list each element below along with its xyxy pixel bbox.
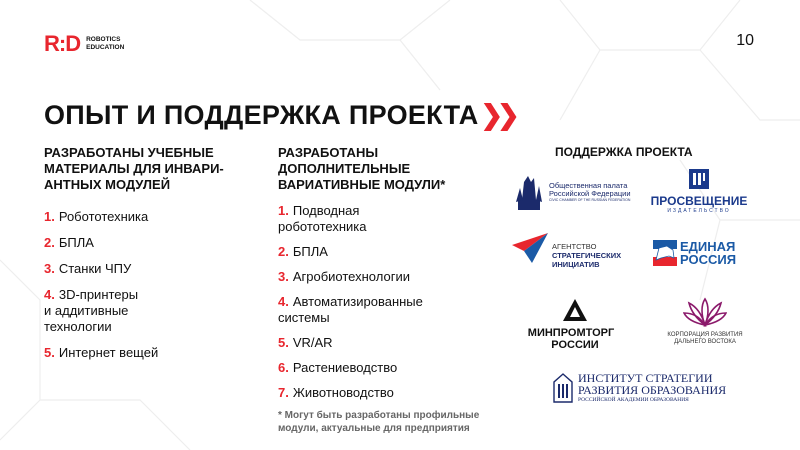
asi-line2: СТРАТЕГИЧЕСКИХ <box>552 251 622 260</box>
list-item <box>278 385 508 401</box>
prosveshchenie-line2: ИЗДАТЕЛЬСТВО <box>667 208 731 214</box>
israo-line1: ИНСТИТУТ СТРАТЕГИИ <box>578 371 713 385</box>
logo-subtitle <box>86 36 124 52</box>
list-item-text: Растениеводство <box>292 360 398 375</box>
list-item-number: 1. <box>44 209 55 224</box>
list-item-number: 2. <box>44 235 55 250</box>
column2-heading <box>278 145 508 193</box>
list-item-number: 4. <box>44 287 55 302</box>
logo-sub-line2: EDUCATION <box>86 44 125 51</box>
column1-heading-line1: РАЗРАБОТАНЫ УЧЕБНЫЕ <box>44 145 214 160</box>
list-item <box>278 294 508 326</box>
krdv-line2: ДАЛЬНЕГО ВОСТОКА <box>674 339 736 345</box>
partner-prosveshchenie-logo <box>648 168 750 214</box>
partner-minpromtorg-logo <box>527 298 615 351</box>
list-item-text: Станки ЧПУ <box>58 261 132 276</box>
page-title <box>44 100 514 131</box>
column1-heading <box>44 145 259 193</box>
list-item-text: БПЛА <box>292 244 328 259</box>
list-item-number: 7. <box>278 385 289 400</box>
civic-chamber-emblem-icon <box>512 172 546 212</box>
list-item-text: 3D-принтеры <box>58 287 139 302</box>
israo-line3: РОССИЙСКОЙ АКАДЕМИИ ОБРАЗОВАНИЯ <box>578 397 689 403</box>
prosveshchenie-emblem-icon <box>688 168 710 190</box>
list-item <box>44 209 259 225</box>
list-item <box>278 269 508 285</box>
brand-logo <box>44 33 124 55</box>
support-heading: ПОДДЕРЖКА ПРОЕКТА <box>555 145 693 159</box>
list-item-text: Интернет вещей <box>58 345 159 360</box>
list-item-number: 3. <box>278 269 289 284</box>
column2-list <box>278 203 508 401</box>
column1-heading-line3: АНТНЫХ МОДУЛЕЙ <box>44 177 171 192</box>
list-item-text: Робототехника <box>58 209 149 224</box>
list-item-number: 5. <box>278 335 289 350</box>
double-chevron-icon: ❯❯ <box>480 100 514 130</box>
footnote-line1: * Могут быть разработаны профильные <box>278 410 480 421</box>
minpromtorg-line2: РОССИИ <box>551 339 599 351</box>
page-title-text: ОПЫТ И ПОДДЕРЖКА ПРОЕКТА <box>44 100 479 130</box>
asi-name <box>552 242 621 269</box>
list-item-number: 6. <box>278 360 289 375</box>
israo-name <box>578 372 726 404</box>
list-item-text: Автоматизированные <box>292 294 423 309</box>
column1-list <box>44 209 259 361</box>
logo-mark: R:D <box>44 31 81 56</box>
asi-line3: ИНИЦИАТИВ <box>552 260 600 269</box>
civic-chamber-line1: Общественная палата <box>549 180 628 190</box>
minpromtorg-line1: МИНПРОМТОРГ <box>527 327 615 339</box>
list-item-text-cont: робототехника <box>278 219 367 234</box>
list-item <box>44 235 259 251</box>
list-item-text: Агробиотехнологии <box>292 269 410 284</box>
partner-israo-logo <box>552 372 726 404</box>
krdv-line1: КОРПОРАЦИЯ РАЗВИТИЯ <box>667 332 743 338</box>
list-item <box>278 203 508 235</box>
list-item <box>278 360 508 376</box>
lotus-emblem-icon <box>683 297 727 327</box>
israo-emblem-icon <box>552 372 574 404</box>
minpromtorg-emblem-icon <box>562 298 588 322</box>
list-item-number: 3. <box>44 261 55 276</box>
partner-krdv-logo <box>655 297 755 346</box>
civic-chamber-line3: CIVIC CHAMBER OF THE RUSSIAN FEDERATION <box>549 197 631 202</box>
list-item-number: 2. <box>278 244 289 259</box>
column2-heading-line2: ДОПОЛНИТЕЛЬНЫЕ <box>278 161 411 176</box>
logo-sub-line1: ROBOTICS <box>86 36 121 43</box>
list-item-number: 1. <box>278 203 289 218</box>
list-item-text-cont: и аддитивные <box>44 303 129 318</box>
asi-line1: АГЕНТСТВО <box>552 242 597 251</box>
civic-chamber-name <box>549 182 631 203</box>
partner-asi-logo <box>510 228 621 269</box>
united-russia-name <box>680 240 736 266</box>
footnote-line2: модули, актуальные для предприятия <box>278 423 470 434</box>
page-number: 10 <box>736 32 754 49</box>
civic-chamber-line2: Российской Федерации <box>549 188 631 198</box>
list-item <box>44 345 259 361</box>
partner-civic-chamber-logo <box>512 172 631 212</box>
list-item-text-cont: системы <box>278 310 330 325</box>
list-item-number: 4. <box>278 294 289 309</box>
list-item-number: 5. <box>44 345 55 360</box>
prosveshchenie-line1: ПРОСВЕЩЕНИЕ <box>650 194 748 208</box>
list-item <box>278 335 508 351</box>
column2-heading-line3: ВАРИАТИВНЫЕ МОДУЛИ* <box>278 177 446 192</box>
partner-united-russia-logo <box>653 240 736 266</box>
list-item <box>278 244 508 260</box>
column-variative-modules <box>278 145 508 435</box>
column1-heading-line2: МАТЕРИАЛЫ ДЛЯ ИНВАРИ- <box>44 161 224 176</box>
list-item-text: VR/AR <box>292 335 333 350</box>
list-item-text-cont: технологии <box>44 319 112 334</box>
list-item-text: Животноводство <box>292 385 394 400</box>
asi-emblem-icon <box>510 229 550 269</box>
column-invariant-modules <box>44 145 259 361</box>
footnote <box>278 409 508 435</box>
list-item <box>44 261 259 277</box>
united-russia-line2: РОССИЯ <box>680 252 737 267</box>
united-russia-line1: ЕДИНАЯ <box>680 239 736 254</box>
list-item-text: БПЛА <box>58 235 94 250</box>
list-item <box>44 287 259 335</box>
bear-emblem-icon <box>653 240 677 266</box>
israo-line2: РАЗВИТИЯ ОБРАЗОВАНИЯ <box>578 383 727 397</box>
column2-heading-line1: РАЗРАБОТАНЫ <box>278 145 379 160</box>
list-item-text: Подводная <box>292 203 360 218</box>
